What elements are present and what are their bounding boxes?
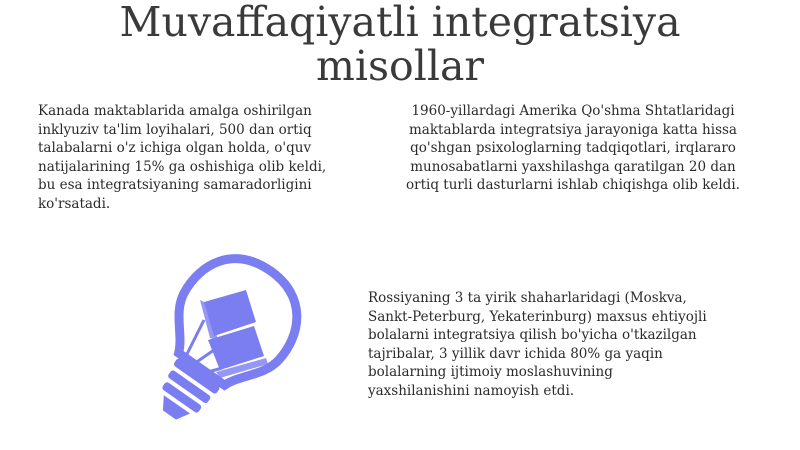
paragraph-canada: Kanada maktablarida amalga oshirilgan inklyuziv ta'lim loyihalari, 500 dan ortiq talabalarni o'z ichiga olgan holda, o'quv natijalarining 15% ga oshishiga olib keldi, bu esa integratsiyaning samaradorligini ko'rsatadi. [38, 103, 327, 212]
paragraph-russia: Rossiyaning 3 ta yirik shaharlaridagi (Moskva, Sankt-Peterburg, Yekaterinburg) maxsus ehtiyojli bolalarni integratsiya qilish bo'yicha o'tkazilgan tajribalar, 3 yillik davr ichida 80% ga yaqin bolalarning ijtimoiy moslashuvining yaxshilanishini namoyish etdi. [368, 290, 707, 399]
title-line-2: misollar [316, 42, 484, 90]
paragraph-usa: 1960-yillardagi Amerika Qo'shma Shtatlaridagi maktablarda integratsiya jarayoniga katta hissa qo'shgan psixologlarning tadqiqotlari, irqlararo munosabatlarni yaxshilashga qaratilgan 20 dan ortiq turli dasturlarni ishlab chiqishga olib keldi. [406, 103, 740, 193]
lightbulb-book-icon [96, 250, 316, 450]
slide-title [0, 0, 800, 88]
title-line-1: Muvaffaqiyatli integratsiya [119, 0, 681, 46]
